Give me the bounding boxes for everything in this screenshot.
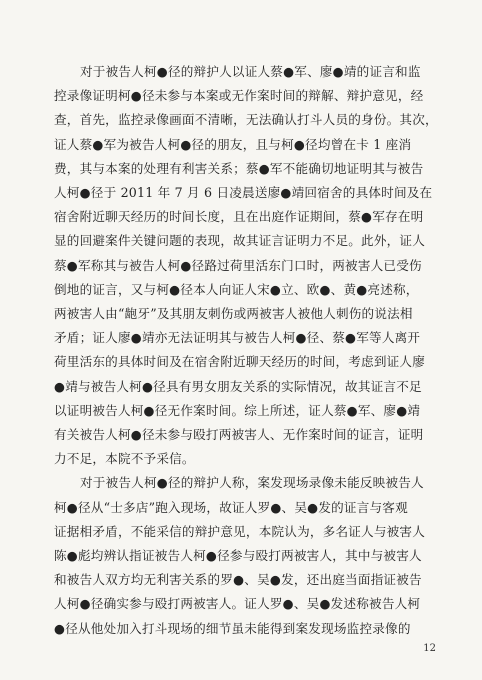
text-line: 矛盾；证人廖●靖亦无法证明其与被告人柯●径、蔡●军等人离开 bbox=[54, 330, 421, 346]
text-line: 力不足，本院不予采信。 bbox=[54, 451, 195, 467]
text-line: 荷里活东的具体时间及在宿舍附近聊天经历的时间，考虑到证人廖 bbox=[54, 354, 426, 370]
text-line: 控录像证明柯●径未参与本案或无作案时间的辩解、辩护意见，经 bbox=[54, 88, 424, 104]
paragraph-2 bbox=[54, 471, 439, 640]
text-line: 显的回避案件关键问题的表现，故其证言证明力不足。此外，证人 bbox=[54, 233, 426, 249]
page-number: 12 bbox=[423, 643, 436, 654]
text-line: 以证明被告人柯●径无作案时间。综上所述，证人蔡●军、廖●靖 bbox=[54, 402, 421, 418]
paragraph-1 bbox=[54, 60, 439, 471]
text-line: 人柯●径于 2011 年 7 月 6 日凌晨送廖●靖回宿舍的具体时间及在 bbox=[54, 185, 433, 201]
text-line: 宿舍附近聊天经历的时间长度，且在出庭作证期间，蔡●军存在明 bbox=[54, 209, 424, 225]
text-line: 人柯●径确实参与殴打两被害人。证人罗●、吴●发述称被告人柯 bbox=[54, 596, 421, 612]
text-line: 蔡●军称其与被告人柯●径路过荷里活东门口时，两被害人已受伤 bbox=[54, 257, 422, 273]
text-line: 对于被告人柯●径的辩护人称，案发现场录像未能反映被告人 bbox=[80, 475, 424, 491]
text-line: 查，首先，监控录像画面不清晰，无法确认打斗人员的身份。其次， bbox=[54, 112, 438, 128]
document-body bbox=[54, 60, 439, 641]
text-line: ●靖与被告人柯●径具有男女朋友关系的实际情况，故其证言不足 bbox=[54, 378, 422, 394]
text-line: 对于被告人柯●径的辩护人以证人蔡●军、廖●靖的证言和监 bbox=[80, 64, 421, 79]
text-line: ●径从他处加入打斗现场的细节虽未能得到案发现场监控录像的 bbox=[54, 620, 411, 636]
text-line: 证据相矛盾，不能采信的辩护意见，本院认为，多名证人与被害人 bbox=[54, 523, 426, 539]
text-line: 有关被告人柯●径未参与殴打两被害人、无作案时间的证言，证明 bbox=[54, 427, 424, 443]
text-line: 倒地的证言，又与柯●径本人向证人宋●立、欧●、黄●亮述称， bbox=[54, 281, 419, 297]
text-line: 费，其与本案的处理有利害关系；蔡●军不能确切地证明其与被告 bbox=[54, 160, 424, 176]
text-line: 和被告人双方均无利害关系的罗●、吴●发，还出庭当面指证被告 bbox=[54, 572, 422, 588]
text-line: 陈●彪均辨认指证被告人柯●径参与殴打两被害人，其中与被害人 bbox=[54, 548, 422, 564]
text-line: 柯●径从“士多店”跑入现场，故证人罗●、吴●发的证言与客观 bbox=[54, 499, 408, 515]
text-line: 两被害人由“龅牙”及其朋友刺伤或两被害人被他人刺伤的说法相 bbox=[54, 306, 413, 322]
text-line: 证人蔡●军为被告人柯●径的朋友，且与柯●径均曾在卡 1 座消 bbox=[54, 136, 412, 152]
